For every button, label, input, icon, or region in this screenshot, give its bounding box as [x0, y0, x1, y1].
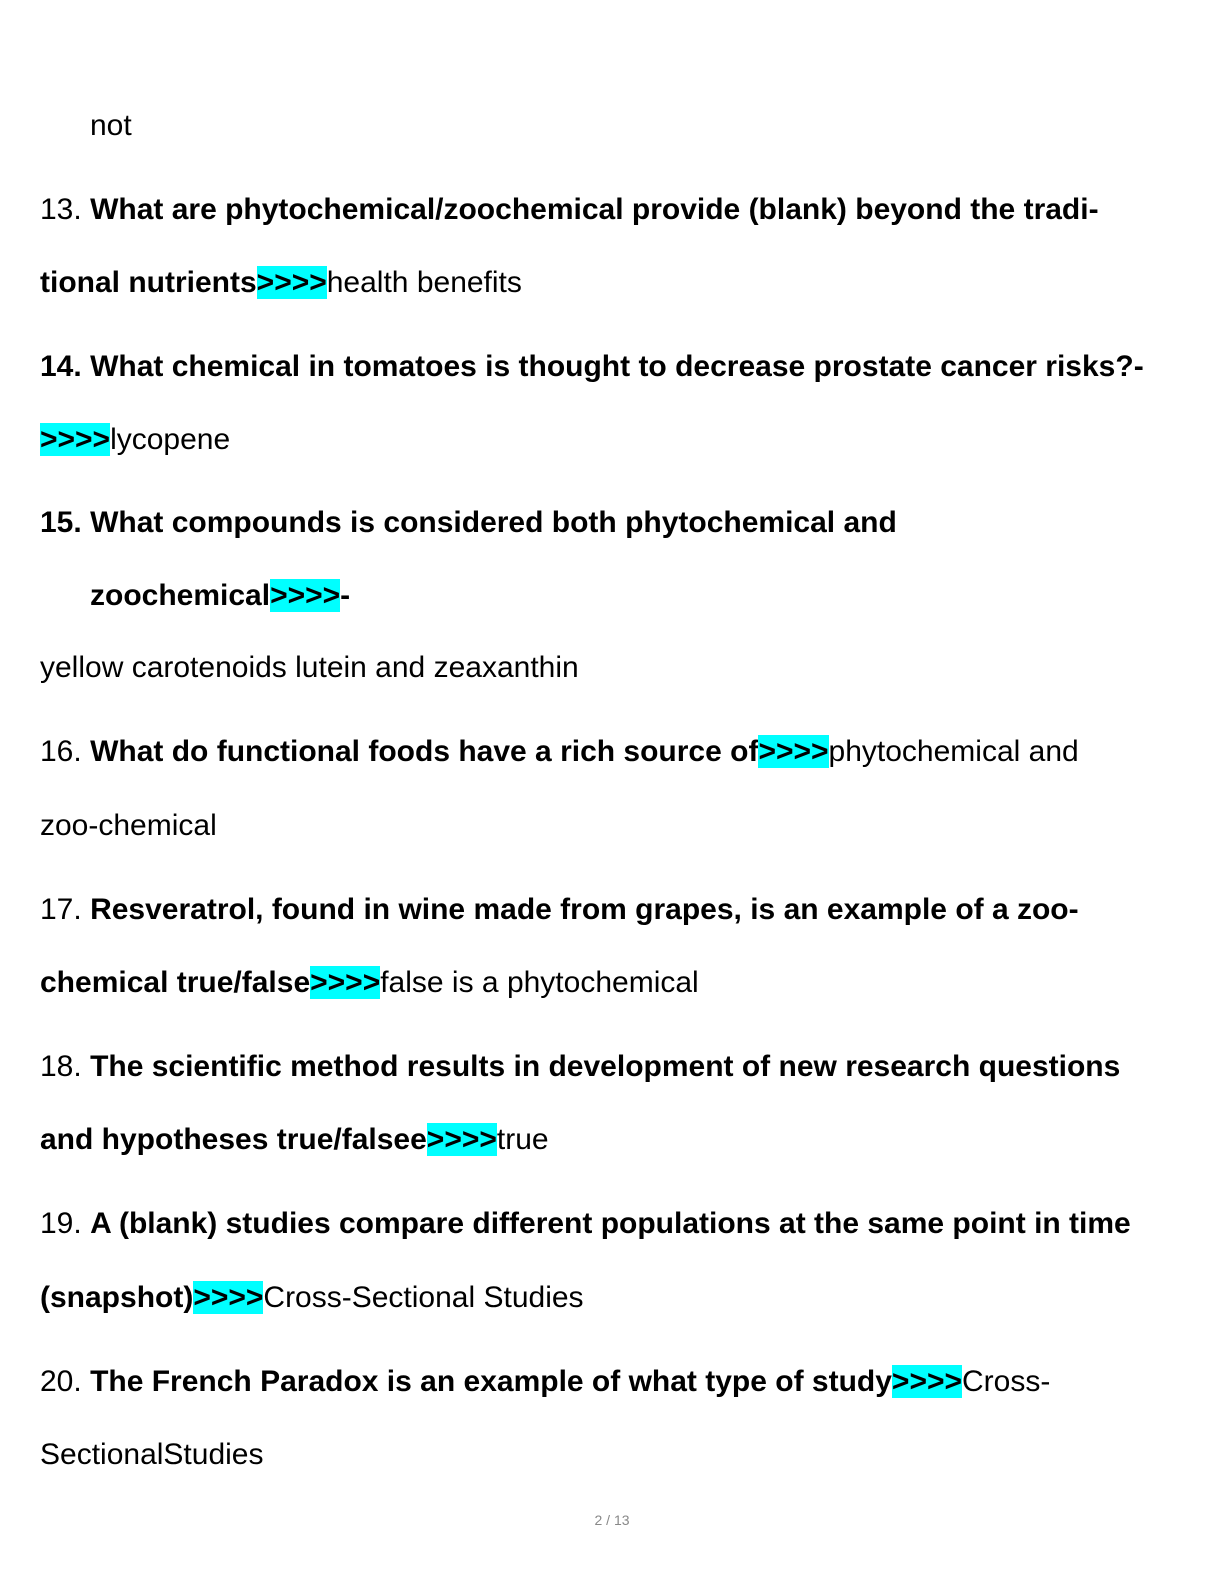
question-text: A (blank) studies compare different populations at the same point in time [90, 1207, 1131, 1240]
question-text: tional nutrients [40, 266, 257, 299]
answer-20-cont: SectionalStudies [40, 1438, 264, 1471]
answer-16-cont: zoo-chemical [40, 809, 217, 842]
question-14 [40, 349, 1144, 385]
answer-15: yellow carotenoids lutein and zeaxanthin [40, 651, 579, 684]
continued-answer: not [90, 109, 132, 142]
answer-text: health benefits [326, 266, 522, 299]
answer-14 [40, 422, 230, 458]
answer-arrow-marker: >>>> [256, 266, 327, 299]
question-text: chemical true/false [40, 966, 311, 999]
answer-arrow-marker: >>>> [193, 1281, 264, 1314]
question-number: 14. [40, 350, 82, 383]
question-18 [40, 1049, 1120, 1085]
question-number: 19. [40, 1207, 82, 1240]
question-text: What do functional foods have a rich source of [90, 735, 759, 768]
question-text: zoochemical [90, 579, 271, 612]
question-19 [40, 1206, 1131, 1242]
page-indicator: 2 / 13 [594, 1512, 630, 1528]
question-15-cont [90, 578, 350, 614]
question-text: and hypotheses true/falsee [40, 1123, 427, 1156]
question-17-cont [40, 965, 699, 1001]
question-19-cont [40, 1280, 584, 1316]
question-number: 16. [40, 735, 82, 768]
answer-text: phytochemical and [828, 735, 1079, 768]
answer-arrow-marker: >>>> [270, 579, 341, 612]
question-number: 20. [40, 1365, 82, 1398]
answer-arrow-marker: >>>> [758, 735, 829, 768]
question-text: What compounds is considered both phytochemical and [90, 506, 897, 539]
answer-dash: - [340, 579, 351, 612]
answer-text: Cross- [962, 1365, 1051, 1398]
answer-text: true [496, 1123, 549, 1156]
question-text: What are phytochemical/zoochemical provide (blank) beyond the tradi- [90, 193, 1099, 226]
answer-arrow-marker: >>>> [891, 1365, 962, 1398]
question-number: 17. [40, 893, 82, 926]
question-number: 15. [40, 506, 82, 539]
question-text: Resveratrol, found in wine made from grapes, is an example of a zoo- [90, 893, 1079, 926]
question-13 [40, 192, 1099, 228]
answer-text: false is a phytochemical [380, 966, 699, 999]
question-number: 13. [40, 193, 82, 226]
question-text: (snapshot) [40, 1281, 194, 1314]
question-16 [40, 734, 1079, 770]
answer-arrow-marker: >>>> [426, 1123, 497, 1156]
answer-arrow-marker: >>>> [310, 966, 381, 999]
answer-arrow-marker: >>>> [40, 423, 111, 456]
answer-text: lycopene [110, 423, 231, 456]
answer-text: Cross-Sectional Studies [263, 1281, 584, 1314]
question-text: The scientific method results in development of new research questions [90, 1050, 1121, 1083]
question-text: What chemical in tomatoes is thought to decrease prostate cancer risks?- [90, 350, 1144, 383]
question-15 [40, 505, 897, 541]
question-number: 18. [40, 1050, 82, 1083]
question-20 [40, 1364, 1050, 1400]
question-18-cont [40, 1122, 549, 1158]
question-text: The French Paradox is an example of what type of study [90, 1365, 892, 1398]
question-13-cont [40, 265, 522, 301]
question-17 [40, 892, 1079, 928]
